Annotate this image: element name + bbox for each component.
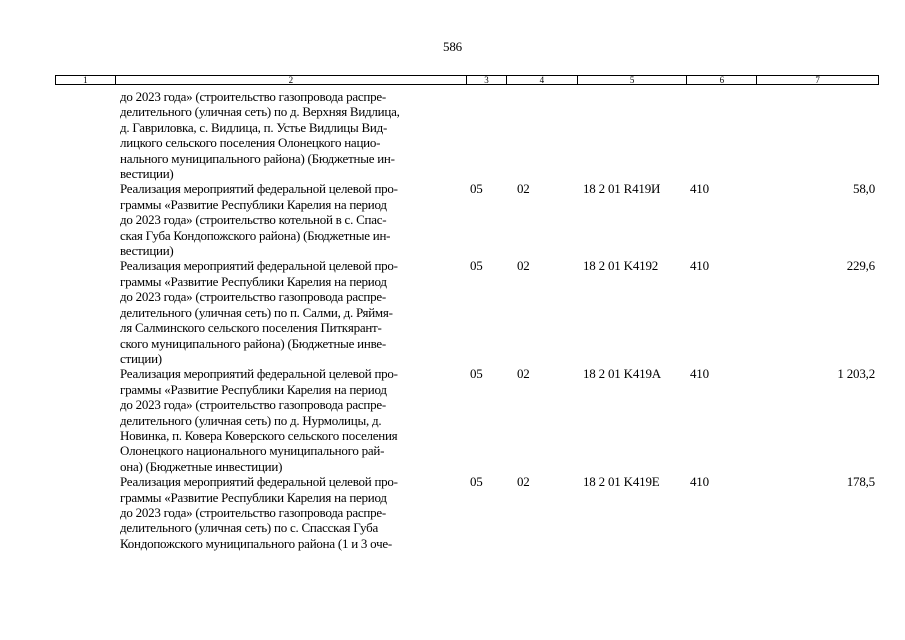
table-row xyxy=(0,258,905,366)
row-expense-type: 410 xyxy=(690,258,709,274)
row-description: до 2023 года» (строительство газопровода распре- делительного (уличная сеть) по д. Верхняя Видлица, д. Гавриловка, с. Видлица, п. Устье Видлицы Вид- лицкого сельского поселения Олонецкого нацио- нального муниципального района) (Бюджетные ин- вестиции) xyxy=(120,89,400,182)
page-number: 586 xyxy=(443,39,462,54)
row-subsection: 02 xyxy=(517,181,530,197)
table-row xyxy=(0,366,905,474)
row-expense-type: 410 xyxy=(690,181,709,197)
table-header xyxy=(55,75,879,85)
table-row xyxy=(0,181,905,258)
row-expense-type: 410 xyxy=(690,474,709,490)
table-body xyxy=(0,89,905,551)
row-section: 05 xyxy=(470,474,483,490)
table-row xyxy=(0,474,905,551)
row-amount: 58,0 xyxy=(853,181,875,197)
row-amount: 229,6 xyxy=(846,258,875,274)
row-target-code: 18 2 01 K419E xyxy=(583,474,660,490)
row-section: 05 xyxy=(470,258,483,274)
row-amount: 178,5 xyxy=(846,474,875,490)
header-col-1: 1 xyxy=(56,76,116,84)
row-section: 05 xyxy=(470,181,483,197)
header-col-4: 4 xyxy=(507,76,578,84)
row-description: Реализация мероприятий федеральной целевой про- граммы «Развитие Республики Карелия на период до 2023 года» (строительство газопровода распре- делительного (уличная сеть) по п. Салми, д. Ряймя- ля Салминского сельского поселения Питкярант- ского муниципального района) (Бюджетные инве- стиции) xyxy=(120,258,398,366)
header-col-7: 7 xyxy=(815,76,820,84)
row-target-code: 18 2 01 K419A xyxy=(583,366,661,382)
row-section: 05 xyxy=(470,366,483,382)
row-expense-type: 410 xyxy=(690,366,709,382)
header-col-5: 5 xyxy=(578,76,688,84)
row-description: Реализация мероприятий федеральной целевой про- граммы «Развитие Республики Карелия на период до 2023 года» (строительство газопровода распре- делительного (уличная сеть) по с. Спасская Губа Кондопожского муниципального района (1 и 3 оче- xyxy=(120,474,398,551)
table-row xyxy=(0,89,905,181)
row-subsection: 02 xyxy=(517,366,530,382)
row-subsection: 02 xyxy=(517,474,530,490)
row-subsection: 02 xyxy=(517,258,530,274)
header-col-3: 3 xyxy=(467,76,507,84)
header-col-6: 6 xyxy=(687,76,757,84)
row-amount: 1 203,2 xyxy=(837,366,875,382)
header-col-2: 2 xyxy=(116,76,467,84)
row-description: Реализация мероприятий федеральной целевой про- граммы «Развитие Республики Карелия на период до 2023 года» (строительство газопровода распре- делительного (уличная сеть) по д. Нурмолицы, д. Новинка, п. Ковера Коверского сельского поселения Олонецкого национального муниципального рай- она) (Бюджетные инвестиции) xyxy=(120,366,398,474)
row-description: Реализация мероприятий федеральной целевой про- граммы «Развитие Республики Карелия на период до 2023 года» (строительство котельной в с. Спас- ская Губа Кондопожского района) (Бюджетные ин- вестиции) xyxy=(120,181,398,259)
row-target-code: 18 2 01 R419И xyxy=(583,181,661,197)
row-target-code: 18 2 01 K4192 xyxy=(583,258,659,274)
